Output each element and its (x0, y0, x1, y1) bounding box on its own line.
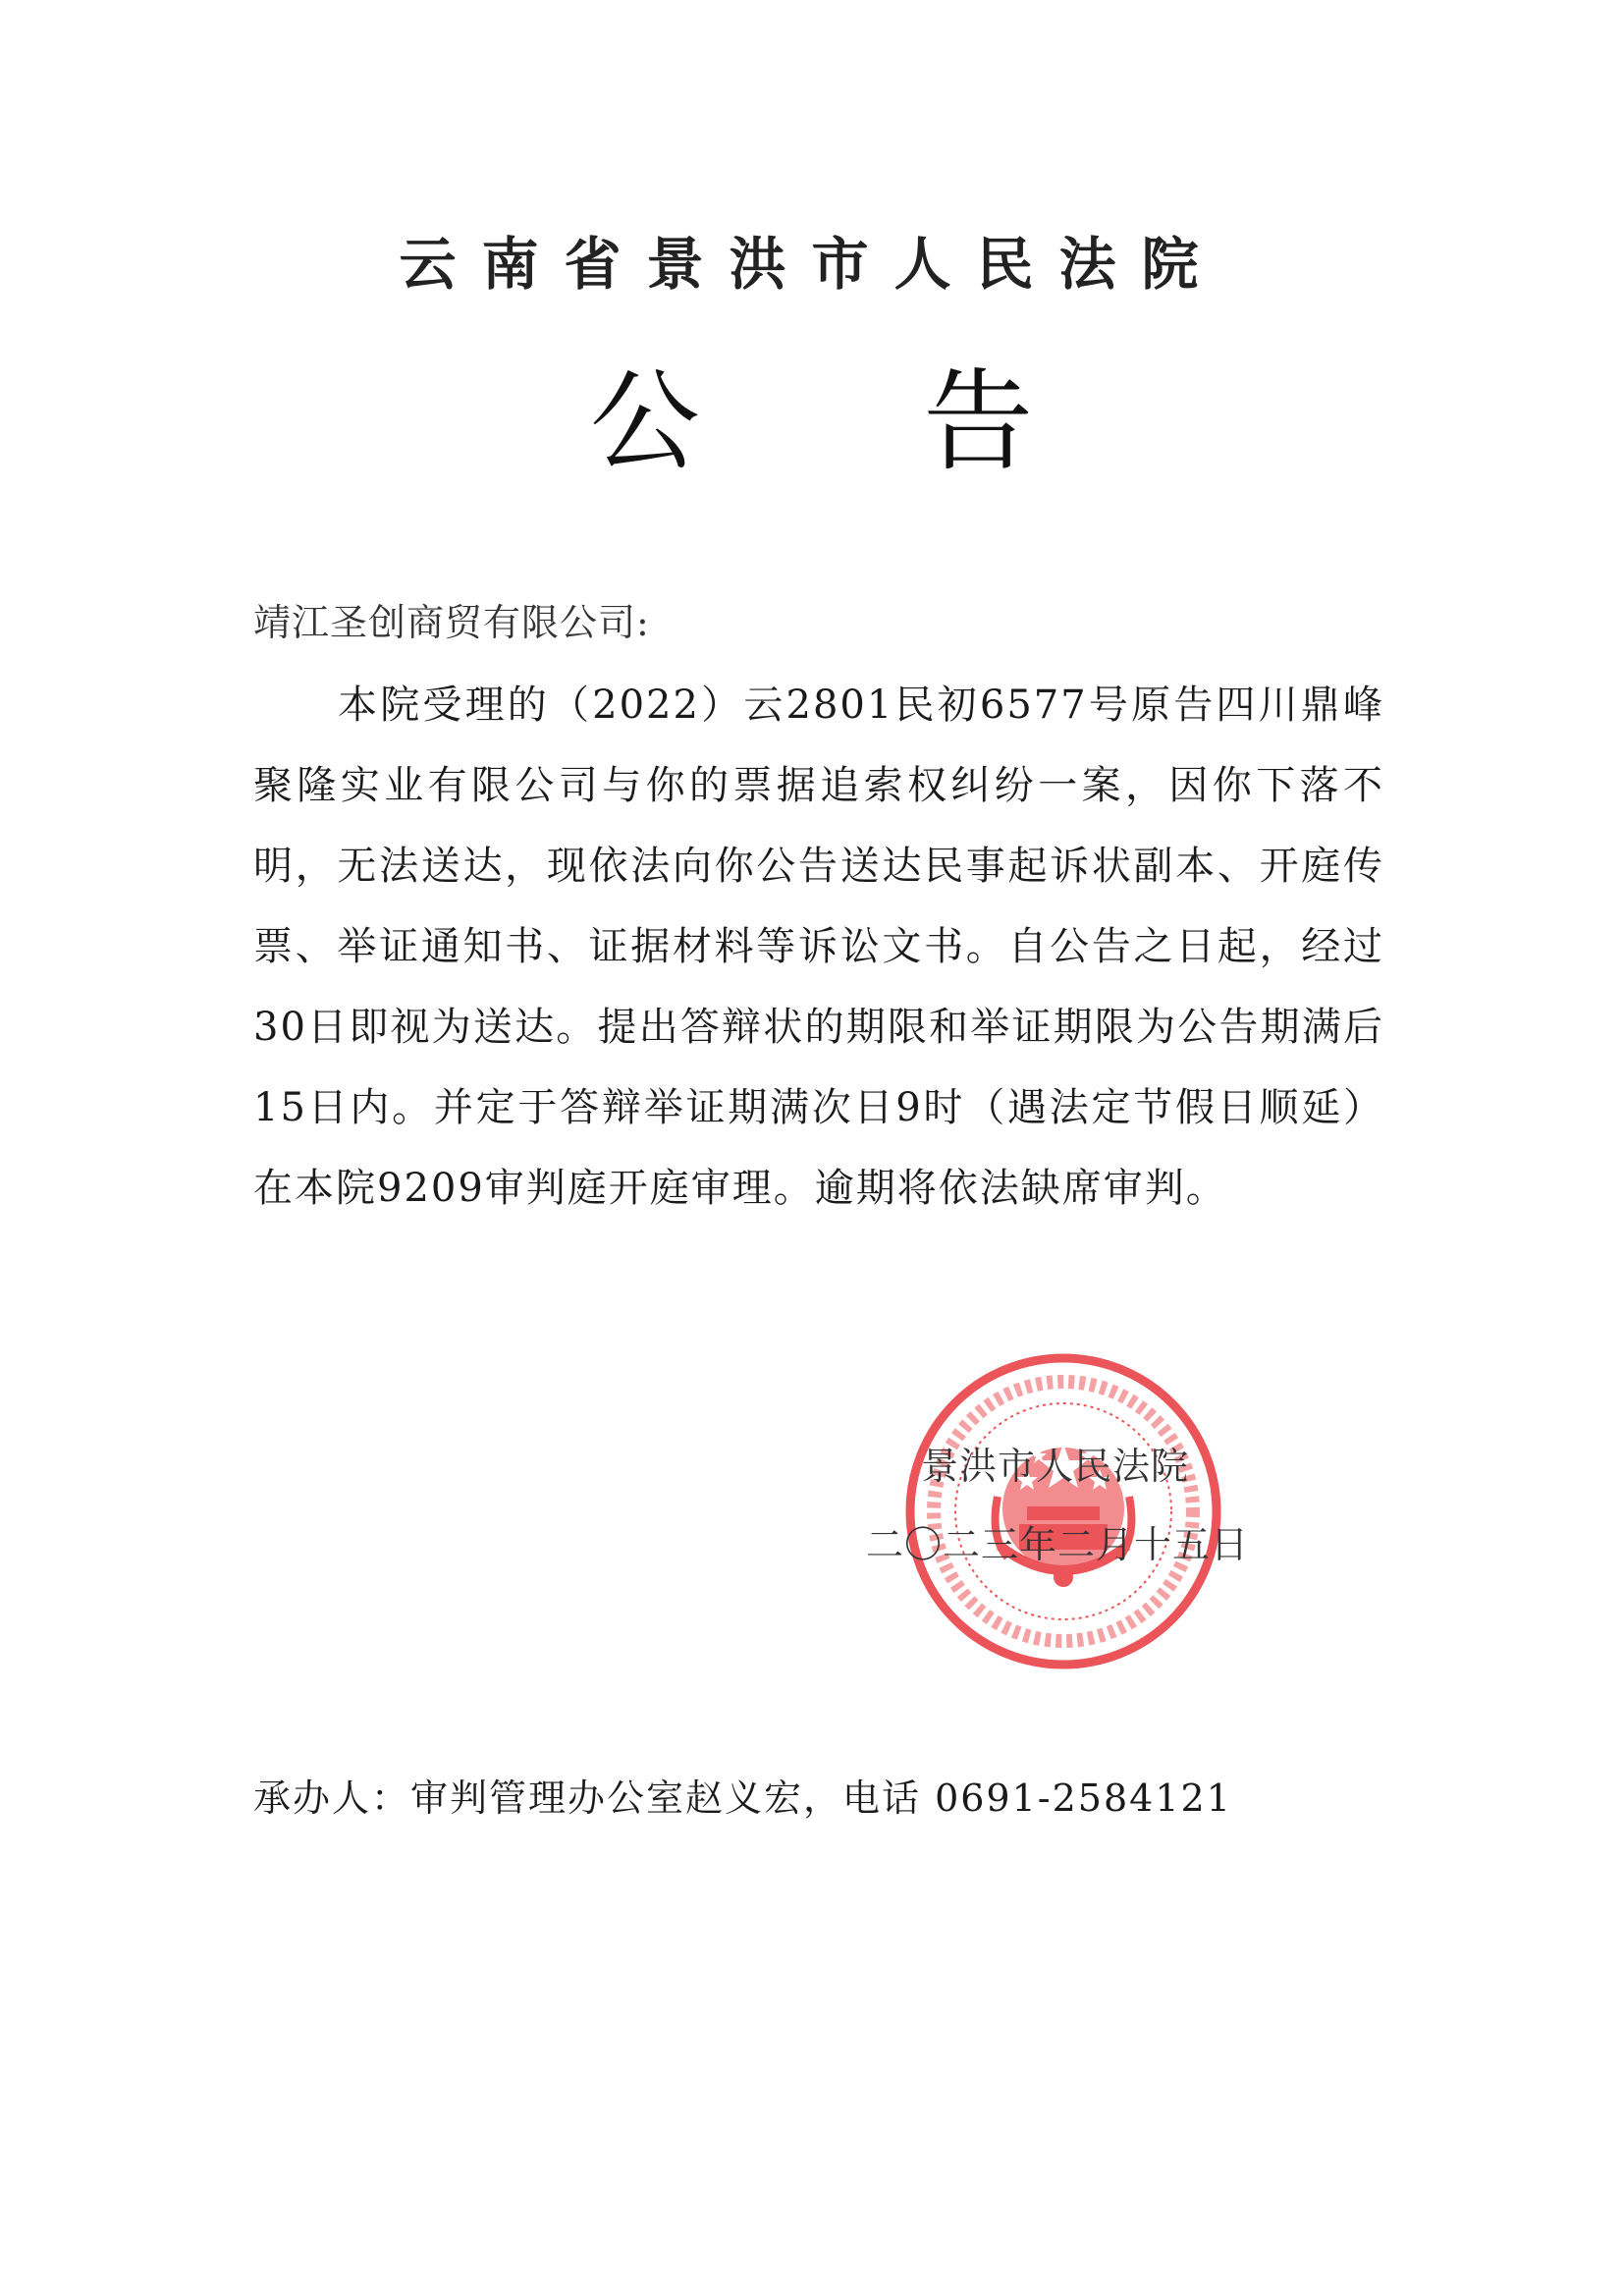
addressee: 靖江圣创商贸有限公司: (253, 601, 650, 644)
document-title: 公 告 (589, 358, 1128, 486)
notice-body: 本院受理的（2022）云2801民初6577号原告四川鼎峰聚隆实业有限公司与你的票据追索权纠纷一案，因你下落不明，无法送达，现依法向你公告送达民事起诉状副本、开庭传票、举证通知书、证据材料等诉讼文书。自公告之日起，经过30日即视为送达。提出答辩状的期限和举证期限为公告期满后15日内。并定于答辩举证期满次日9时（遇法定节假日顺延）在本院9209审判庭开庭审理。逾期将依法缺席审判。 (253, 683, 1384, 1211)
signing-date: 二〇二三年二月十五日 (866, 1523, 1250, 1566)
court-seal-icon (901, 1349, 1225, 1673)
signing-court: 景洪市人民法院 (921, 1445, 1190, 1488)
court-name-heading: 云南省景洪市人民法院 (399, 231, 1224, 298)
contact-info: 承办人：审判管理办公室赵义宏，电话 0691-2584121 (253, 1777, 1232, 1820)
